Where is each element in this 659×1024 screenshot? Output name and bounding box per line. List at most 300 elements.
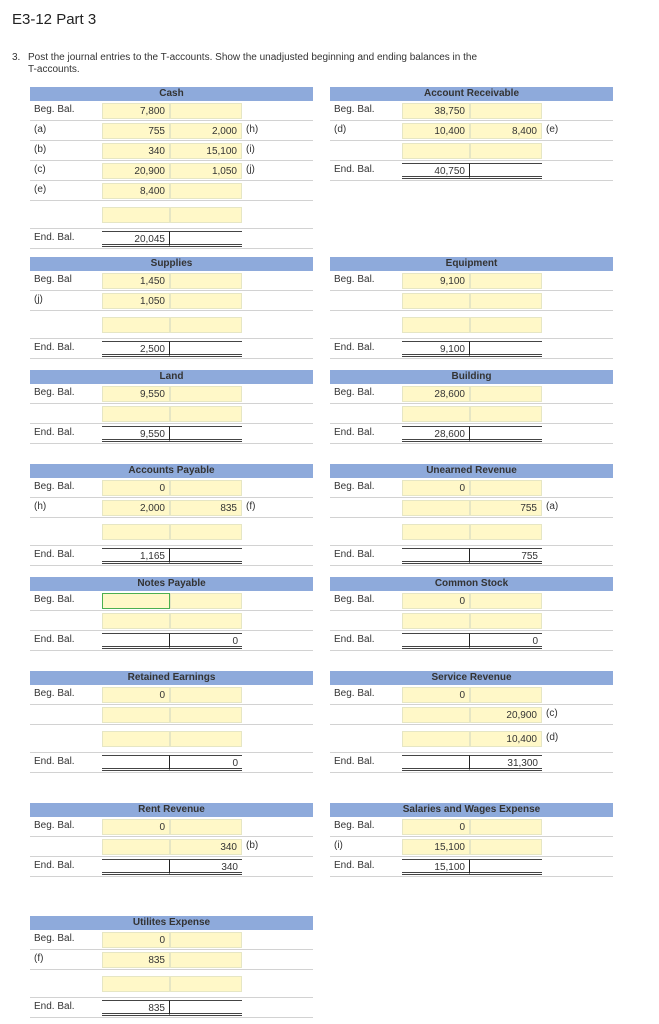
- credit-amount-field[interactable]: [470, 613, 542, 629]
- row-label: (c): [34, 164, 46, 175]
- ending-balance-row: [330, 546, 613, 566]
- row-label: (e): [34, 184, 47, 195]
- entry-row: [30, 384, 313, 404]
- debit-amount-field[interactable]: [402, 480, 470, 496]
- debit-balance-field[interactable]: [102, 548, 170, 564]
- credit-amount-field[interactable]: [470, 593, 542, 609]
- credit-value: 340: [220, 841, 237, 853]
- debit-balance-field[interactable]: [402, 341, 470, 357]
- credit-amount-field[interactable]: [470, 687, 542, 703]
- entry-row: [330, 518, 613, 546]
- ending-balance-row: [30, 998, 313, 1018]
- row-label: Beg. Bal.: [334, 274, 375, 285]
- ending-balance-row: [330, 857, 613, 877]
- t-account-title: Land: [30, 370, 313, 384]
- t-account-title: Unearned Revenue: [330, 464, 613, 478]
- t-account-rent-revenue: [30, 803, 313, 877]
- debit-value: 40,750: [434, 165, 465, 177]
- page-title: E3-12 Part 3: [12, 11, 97, 28]
- t-account-title: Common Stock: [330, 577, 613, 591]
- debit-amount-field[interactable]: [102, 406, 170, 422]
- ending-balance-row: [330, 161, 613, 181]
- row-label: Beg. Bal.: [334, 594, 375, 605]
- entry-row: [30, 591, 313, 611]
- credit-balance-field[interactable]: [170, 859, 242, 875]
- credit-amount-field[interactable]: [470, 731, 542, 747]
- debit-value: 2,500: [139, 343, 165, 355]
- credit-amount-field[interactable]: [470, 103, 542, 119]
- ending-balance-row: [30, 631, 313, 651]
- credit-amount-field[interactable]: [170, 406, 242, 422]
- debit-amount-field[interactable]: [102, 143, 170, 159]
- credit-amount-field[interactable]: [170, 819, 242, 835]
- debit-balance-field[interactable]: [102, 633, 170, 649]
- entry-row: [330, 121, 613, 141]
- debit-balance-field[interactable]: [102, 426, 170, 442]
- credit-balance-field[interactable]: [470, 859, 542, 875]
- t-account-building: [330, 370, 613, 444]
- credit-amount-field[interactable]: [170, 103, 242, 119]
- row-label: (h): [34, 501, 47, 512]
- credit-value: 340: [221, 861, 238, 873]
- entry-row: [30, 101, 313, 121]
- row-label: (f): [34, 953, 44, 964]
- credit-amount-field[interactable]: [470, 317, 542, 333]
- credit-amount-field[interactable]: [470, 293, 542, 309]
- entry-row: [30, 141, 313, 161]
- credit-value: 31,300: [507, 757, 538, 769]
- debit-amount-field[interactable]: [402, 613, 470, 629]
- t-account-title: Salaries and Wages Expense: [330, 803, 613, 817]
- ending-balance-row: [30, 546, 313, 566]
- ending-balance-row: [30, 857, 313, 877]
- t-account-land: [30, 370, 313, 444]
- credit-value: 2,000: [211, 125, 237, 137]
- credit-value: 835: [220, 502, 237, 514]
- ending-balance-row: [30, 753, 313, 773]
- entry-reference: (j): [246, 164, 255, 175]
- row-label: End. Bal.: [34, 756, 75, 767]
- entry-row: [30, 498, 313, 518]
- entry-row: [30, 404, 313, 424]
- credit-balance-field[interactable]: [170, 341, 242, 357]
- ending-balance-row: [30, 229, 313, 249]
- row-label: End. Bal.: [334, 634, 375, 645]
- credit-amount-field[interactable]: [470, 480, 542, 496]
- t-account-title: Notes Payable: [30, 577, 313, 591]
- ending-balance-row: [330, 753, 613, 773]
- credit-amount-field[interactable]: [470, 500, 542, 516]
- credit-amount-field[interactable]: [170, 524, 242, 540]
- entry-row: [330, 611, 613, 631]
- debit-amount-field[interactable]: [402, 103, 470, 119]
- row-label: End. Bal.: [34, 342, 75, 353]
- debit-amount-field[interactable]: [102, 952, 170, 968]
- debit-amount-field[interactable]: [102, 207, 170, 223]
- debit-value: 0: [159, 689, 165, 701]
- instructions: [12, 52, 532, 76]
- entry-row: [30, 817, 313, 837]
- entry-row: [330, 291, 613, 311]
- row-label: Beg. Bal.: [334, 688, 375, 699]
- entry-row: [330, 705, 613, 725]
- debit-amount-field[interactable]: [102, 819, 170, 835]
- entry-reference: (f): [246, 501, 256, 512]
- entry-row: [30, 518, 313, 546]
- debit-value: 28,600: [434, 388, 465, 400]
- debit-amount-field[interactable]: [102, 707, 170, 723]
- credit-value: 1,050: [211, 165, 237, 177]
- entry-row: [30, 837, 313, 857]
- ending-balance-row: [330, 631, 613, 651]
- debit-amount-field[interactable]: [102, 976, 170, 992]
- debit-amount-field[interactable]: [102, 386, 170, 402]
- debit-amount-field[interactable]: [402, 406, 470, 422]
- t-account-title: Accounts Payable: [30, 464, 313, 478]
- entry-reference: (c): [546, 708, 558, 719]
- debit-balance-field[interactable]: [102, 755, 170, 771]
- entry-row: [30, 271, 313, 291]
- credit-value: 755: [520, 502, 537, 514]
- debit-amount-field[interactable]: [102, 524, 170, 540]
- row-label: Beg. Bal.: [34, 387, 75, 398]
- credit-amount-field[interactable]: [170, 183, 242, 199]
- credit-amount-field[interactable]: [170, 163, 242, 179]
- t-account-service-revenue: [330, 671, 613, 773]
- t-account-title: Service Revenue: [330, 671, 613, 685]
- entry-row: [330, 817, 613, 837]
- debit-value: 0: [159, 934, 165, 946]
- ending-balance-row: [30, 424, 313, 444]
- entry-row: [30, 950, 313, 970]
- row-label: Beg. Bal.: [334, 104, 375, 115]
- instruction-number: 3.: [12, 52, 21, 63]
- debit-value: 20,900: [134, 165, 165, 177]
- credit-amount-field[interactable]: [470, 123, 542, 139]
- debit-amount-field[interactable]: [402, 524, 470, 540]
- debit-value: 8,400: [139, 185, 165, 197]
- credit-amount-field[interactable]: [170, 613, 242, 629]
- t-account-equipment: [330, 257, 613, 359]
- credit-amount-field[interactable]: [470, 143, 542, 159]
- entry-row: [330, 404, 613, 424]
- credit-balance-field[interactable]: [470, 426, 542, 442]
- row-label: Beg. Bal.: [334, 820, 375, 831]
- row-label: Beg. Bal.: [34, 481, 75, 492]
- debit-amount-field[interactable]: [402, 687, 470, 703]
- credit-amount-field[interactable]: [170, 593, 242, 609]
- debit-amount-field[interactable]: [102, 123, 170, 139]
- t-account-supplies: [30, 257, 313, 359]
- row-label: End. Bal.: [334, 549, 375, 560]
- entry-row: [330, 141, 613, 161]
- debit-amount-field[interactable]: [102, 293, 170, 309]
- entry-row: [330, 101, 613, 121]
- credit-amount-field[interactable]: [470, 819, 542, 835]
- debit-value: 10,400: [434, 125, 465, 137]
- credit-amount-field[interactable]: [170, 293, 242, 309]
- credit-amount-field[interactable]: [170, 839, 242, 855]
- debit-amount-field[interactable]: [102, 500, 170, 516]
- entry-row: [330, 591, 613, 611]
- entry-row: [30, 121, 313, 141]
- credit-value: 0: [232, 757, 238, 769]
- debit-value: 9,550: [139, 428, 165, 440]
- debit-amount-field[interactable]: [402, 593, 470, 609]
- entry-row: [30, 685, 313, 705]
- debit-amount-field[interactable]: [102, 687, 170, 703]
- credit-amount-field[interactable]: [170, 500, 242, 516]
- row-label: Beg. Bal.: [34, 688, 75, 699]
- credit-amount-field[interactable]: [170, 731, 242, 747]
- credit-amount-field[interactable]: [170, 386, 242, 402]
- t-account-title: Account Receivable: [330, 87, 613, 101]
- entry-reference: (a): [546, 501, 559, 512]
- row-label: End. Bal.: [34, 232, 75, 243]
- t-account-cash: [30, 87, 313, 249]
- credit-value: 0: [532, 635, 538, 647]
- entry-row: [330, 725, 613, 753]
- row-label: End. Bal.: [334, 342, 375, 353]
- row-label: Beg. Bal.: [34, 933, 75, 944]
- debit-balance-field[interactable]: [102, 231, 170, 247]
- debit-amount-field[interactable]: [402, 731, 470, 747]
- row-label: End. Bal.: [334, 860, 375, 871]
- credit-amount-field[interactable]: [170, 143, 242, 159]
- debit-amount-field[interactable]: [102, 163, 170, 179]
- debit-balance-field[interactable]: [402, 548, 470, 564]
- entry-row: [30, 181, 313, 201]
- debit-amount-field[interactable]: [402, 839, 470, 855]
- debit-value: 0: [459, 689, 465, 701]
- credit-amount-field[interactable]: [170, 687, 242, 703]
- entry-row: [30, 970, 313, 998]
- debit-value: 20,045: [134, 233, 165, 245]
- credit-amount-field[interactable]: [170, 317, 242, 333]
- credit-value: 8,400: [511, 125, 537, 137]
- debit-balance-field[interactable]: [102, 341, 170, 357]
- row-label: (b): [34, 144, 47, 155]
- debit-value: 9,100: [439, 275, 465, 287]
- credit-amount-field[interactable]: [470, 386, 542, 402]
- debit-balance-field[interactable]: [402, 755, 470, 771]
- credit-balance-field[interactable]: [170, 426, 242, 442]
- t-account-title: Utilites Expense: [30, 916, 313, 930]
- t-account-title: Cash: [30, 87, 313, 101]
- debit-balance-field[interactable]: [102, 859, 170, 875]
- credit-amount-field[interactable]: [170, 932, 242, 948]
- t-account-title: Building: [330, 370, 613, 384]
- debit-value: 0: [159, 821, 165, 833]
- debit-amount-field[interactable]: [402, 819, 470, 835]
- row-label: Beg. Bal.: [334, 387, 375, 398]
- credit-amount-field[interactable]: [170, 207, 242, 223]
- row-label: Beg. Bal: [34, 274, 72, 285]
- debit-amount-field[interactable]: [102, 103, 170, 119]
- credit-value: 10,400: [506, 733, 537, 745]
- debit-value: 28,600: [434, 428, 465, 440]
- t-account-notes-payable: [30, 577, 313, 651]
- t-account-title: Supplies: [30, 257, 313, 271]
- entry-reference: (e): [546, 124, 559, 135]
- credit-balance-field[interactable]: [470, 633, 542, 649]
- debit-amount-field[interactable]: [402, 317, 470, 333]
- debit-value: 0: [459, 821, 465, 833]
- credit-value: 20,900: [506, 709, 537, 721]
- debit-value: 835: [148, 1002, 165, 1014]
- debit-value: 0: [459, 482, 465, 494]
- t-account-unearned-revenue: [330, 464, 613, 566]
- debit-balance-field[interactable]: [402, 633, 470, 649]
- credit-value: 0: [232, 635, 238, 647]
- row-label: (d): [334, 124, 347, 135]
- debit-amount-field[interactable]: [102, 317, 170, 333]
- credit-balance-field[interactable]: [470, 755, 542, 771]
- credit-balance-field[interactable]: [470, 341, 542, 357]
- debit-value: 7,800: [139, 105, 165, 117]
- entry-row: [30, 611, 313, 631]
- row-label: (j): [34, 294, 43, 305]
- entry-row: [30, 725, 313, 753]
- debit-amount-field[interactable]: [102, 273, 170, 289]
- row-label: (i): [334, 840, 343, 851]
- entry-row: [330, 384, 613, 404]
- row-label: End. Bal.: [34, 549, 75, 560]
- debit-balance-field[interactable]: [402, 163, 470, 179]
- credit-amount-field[interactable]: [170, 273, 242, 289]
- entry-row: [330, 837, 613, 857]
- row-label: End. Bal.: [34, 1001, 75, 1012]
- debit-value: 38,750: [434, 105, 465, 117]
- credit-amount-field[interactable]: [170, 952, 242, 968]
- entry-row: [330, 478, 613, 498]
- row-label: Beg. Bal.: [34, 594, 75, 605]
- debit-amount-field[interactable]: [402, 707, 470, 723]
- instruction-line-2: T-accounts.: [28, 64, 80, 75]
- debit-balance-field[interactable]: [402, 859, 470, 875]
- debit-value: 9,100: [439, 343, 465, 355]
- instruction-line-1: Post the journal entries to the T-accounts. Show the unadjusted beginning and ending balances in the: [28, 52, 478, 63]
- debit-amount-field[interactable]: [102, 480, 170, 496]
- credit-value: 755: [521, 550, 538, 562]
- credit-amount-field[interactable]: [170, 123, 242, 139]
- entry-row: [330, 685, 613, 705]
- debit-amount-field[interactable]: [402, 293, 470, 309]
- debit-amount-field[interactable]: [102, 593, 170, 609]
- debit-amount-field[interactable]: [102, 839, 170, 855]
- row-label: Beg. Bal.: [34, 820, 75, 831]
- debit-value: 15,100: [434, 861, 465, 873]
- t-account-accounts-payable: [30, 464, 313, 566]
- row-label: Beg. Bal.: [334, 481, 375, 492]
- row-label: End. Bal.: [34, 860, 75, 871]
- ending-balance-row: [30, 339, 313, 359]
- row-label: End. Bal.: [34, 427, 75, 438]
- debit-amount-field[interactable]: [102, 932, 170, 948]
- row-label: (a): [34, 124, 47, 135]
- ending-balance-row: [330, 339, 613, 359]
- entry-row: [30, 291, 313, 311]
- entry-reference: (h): [246, 124, 259, 135]
- entry-row: [30, 201, 313, 229]
- entry-reference: (i): [246, 144, 255, 155]
- debit-balance-field[interactable]: [402, 426, 470, 442]
- debit-amount-field[interactable]: [102, 731, 170, 747]
- entry-row: [30, 478, 313, 498]
- debit-amount-field[interactable]: [102, 183, 170, 199]
- credit-balance-field[interactable]: [470, 163, 542, 179]
- t-account-common-stock: [330, 577, 613, 651]
- debit-value: 755: [148, 125, 165, 137]
- credit-amount-field[interactable]: [470, 524, 542, 540]
- t-account-title: Rent Revenue: [30, 803, 313, 817]
- row-label: Beg. Bal.: [34, 104, 75, 115]
- t-account-utilities-expense: [30, 916, 313, 1018]
- debit-value: 0: [159, 482, 165, 494]
- debit-value: 9,550: [139, 388, 165, 400]
- debit-value: 1,450: [139, 275, 165, 287]
- credit-balance-field[interactable]: [170, 1000, 242, 1016]
- ending-balance-row: [330, 424, 613, 444]
- credit-balance-field[interactable]: [170, 755, 242, 771]
- debit-value: 15,100: [434, 841, 465, 853]
- entry-row: [30, 705, 313, 725]
- credit-amount-field[interactable]: [470, 273, 542, 289]
- debit-amount-field[interactable]: [402, 273, 470, 289]
- credit-value: 15,100: [206, 145, 237, 157]
- debit-value: 1,050: [139, 295, 165, 307]
- credit-amount-field[interactable]: [470, 406, 542, 422]
- t-account-accounts-receivable: [330, 87, 613, 181]
- debit-amount-field[interactable]: [402, 386, 470, 402]
- t-account-title: Retained Earnings: [30, 671, 313, 685]
- credit-amount-field[interactable]: [470, 839, 542, 855]
- debit-value: 0: [459, 595, 465, 607]
- credit-amount-field[interactable]: [470, 707, 542, 723]
- t-account-salaries-wages-expense: [330, 803, 613, 877]
- credit-balance-field[interactable]: [170, 231, 242, 247]
- debit-value: 1,165: [139, 550, 165, 562]
- entry-row: [330, 498, 613, 518]
- debit-balance-field[interactable]: [102, 1000, 170, 1016]
- row-label: End. Bal.: [334, 427, 375, 438]
- credit-amount-field[interactable]: [170, 707, 242, 723]
- entry-reference: (d): [546, 732, 559, 743]
- credit-balance-field[interactable]: [170, 548, 242, 564]
- entry-row: [30, 161, 313, 181]
- t-account-retained-earnings: [30, 671, 313, 773]
- entry-row: [330, 311, 613, 339]
- entry-row: [330, 271, 613, 291]
- credit-balance-field[interactable]: [470, 548, 542, 564]
- t-account-title: Equipment: [330, 257, 613, 271]
- entry-reference: (b): [246, 840, 259, 851]
- credit-amount-field[interactable]: [170, 976, 242, 992]
- credit-amount-field[interactable]: [170, 480, 242, 496]
- row-label: End. Bal.: [334, 164, 375, 175]
- debit-value: 835: [148, 954, 165, 966]
- debit-amount-field[interactable]: [402, 123, 470, 139]
- debit-value: 2,000: [139, 502, 165, 514]
- entry-row: [30, 311, 313, 339]
- debit-value: 340: [148, 145, 165, 157]
- debit-amount-field[interactable]: [402, 500, 470, 516]
- debit-amount-field[interactable]: [402, 143, 470, 159]
- row-label: End. Bal.: [34, 634, 75, 645]
- debit-amount-field[interactable]: [102, 613, 170, 629]
- credit-balance-field[interactable]: [170, 633, 242, 649]
- row-label: End. Bal.: [334, 756, 375, 767]
